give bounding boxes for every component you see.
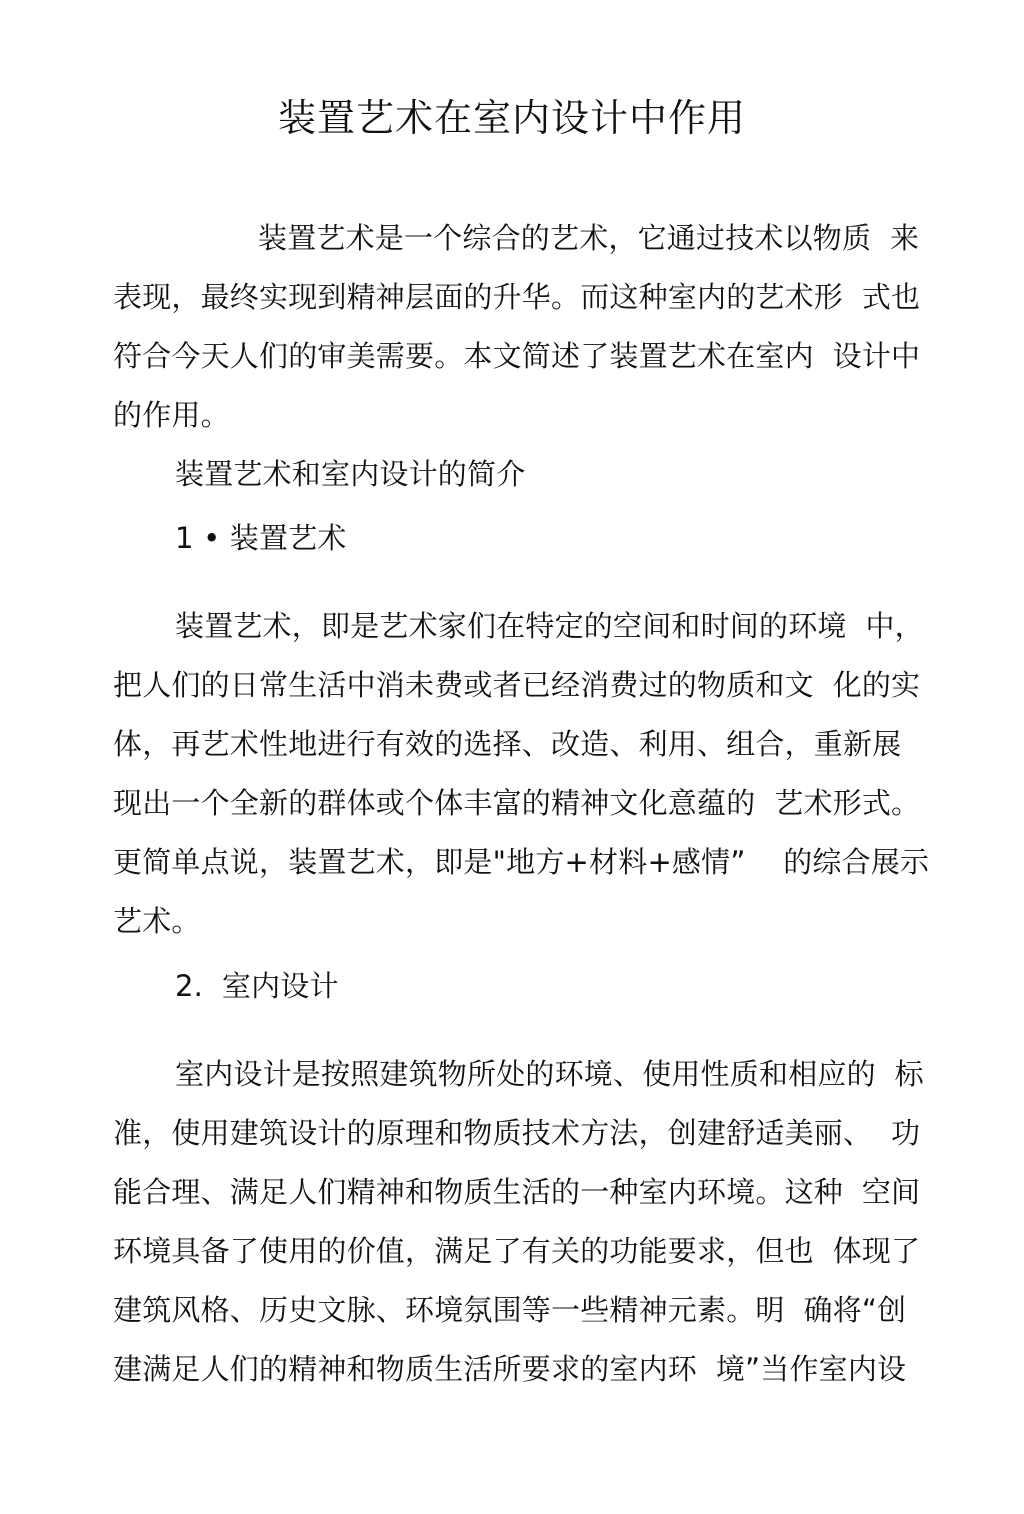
subsection-2-heading: 2. 室内设计 (175, 969, 339, 1003)
subsection-2-line-5: 建筑风格、历史文脉、环境氛围等一些精神元素。明 确将“创 (113, 1293, 907, 1327)
intro-line-3: 符合今天人们的审美需要。本文简述了装置艺术在室内 设计中 (113, 339, 921, 373)
document-title: 装置艺术在室内设计中作用 (277, 96, 746, 140)
subsection-1-line-3: 体，再艺术性地进行有效的选择、改造、利用、组合，重新展 (113, 727, 902, 761)
subsection-2-line-2: 准，使用建筑设计的原理和物质技术方法，创建舒适美丽、 功 (113, 1116, 921, 1150)
subsection-1-line-4: 现出一个全新的群体或个体丰富的精神文化意蕴的 艺术形式。 (113, 786, 921, 820)
subsection-2-line-4: 环境具备了使用的价值，满足了有关的功能要求，但也 体现了 (113, 1234, 921, 1268)
subsection-1-line-1: 装置艺术，即是艺术家们在特定的空间和时间的环境 中， (175, 609, 924, 643)
subsection-1-line-2: 把人们的日常生活中消未费或者已经消费过的物质和文 化的实 (113, 668, 921, 702)
subsection-2-line-6: 建满足人们的精神和物质生活所要求的室内环 境”当作室内设 (113, 1352, 907, 1386)
subsection-1-heading: 1 • 装置艺术 (175, 521, 347, 555)
section-heading: 装置艺术和室内设计的简介 (175, 457, 526, 491)
subsection-1-line-5: 更简单点说，装置艺术，即是"地方+材料+感情” 的综合展示 (113, 845, 930, 879)
subsection-2-line-3: 能合理、满足人们精神和物质生活的一种室内环境。这种 空间 (113, 1175, 921, 1209)
subsection-2-line-1: 室内设计是按照建筑物所处的环境、使用性质和相应的 标 (175, 1057, 924, 1091)
intro-line-2: 表现，最终实现到精神层面的升华。而这种室内的艺术形 式也 (113, 280, 921, 314)
intro-line-1: 装置艺术是一个综合的艺术，它通过技术以物质 来 (258, 221, 920, 255)
subsection-1-line-6: 艺术。 (113, 904, 201, 938)
intro-line-4: 的作用。 (113, 398, 230, 432)
